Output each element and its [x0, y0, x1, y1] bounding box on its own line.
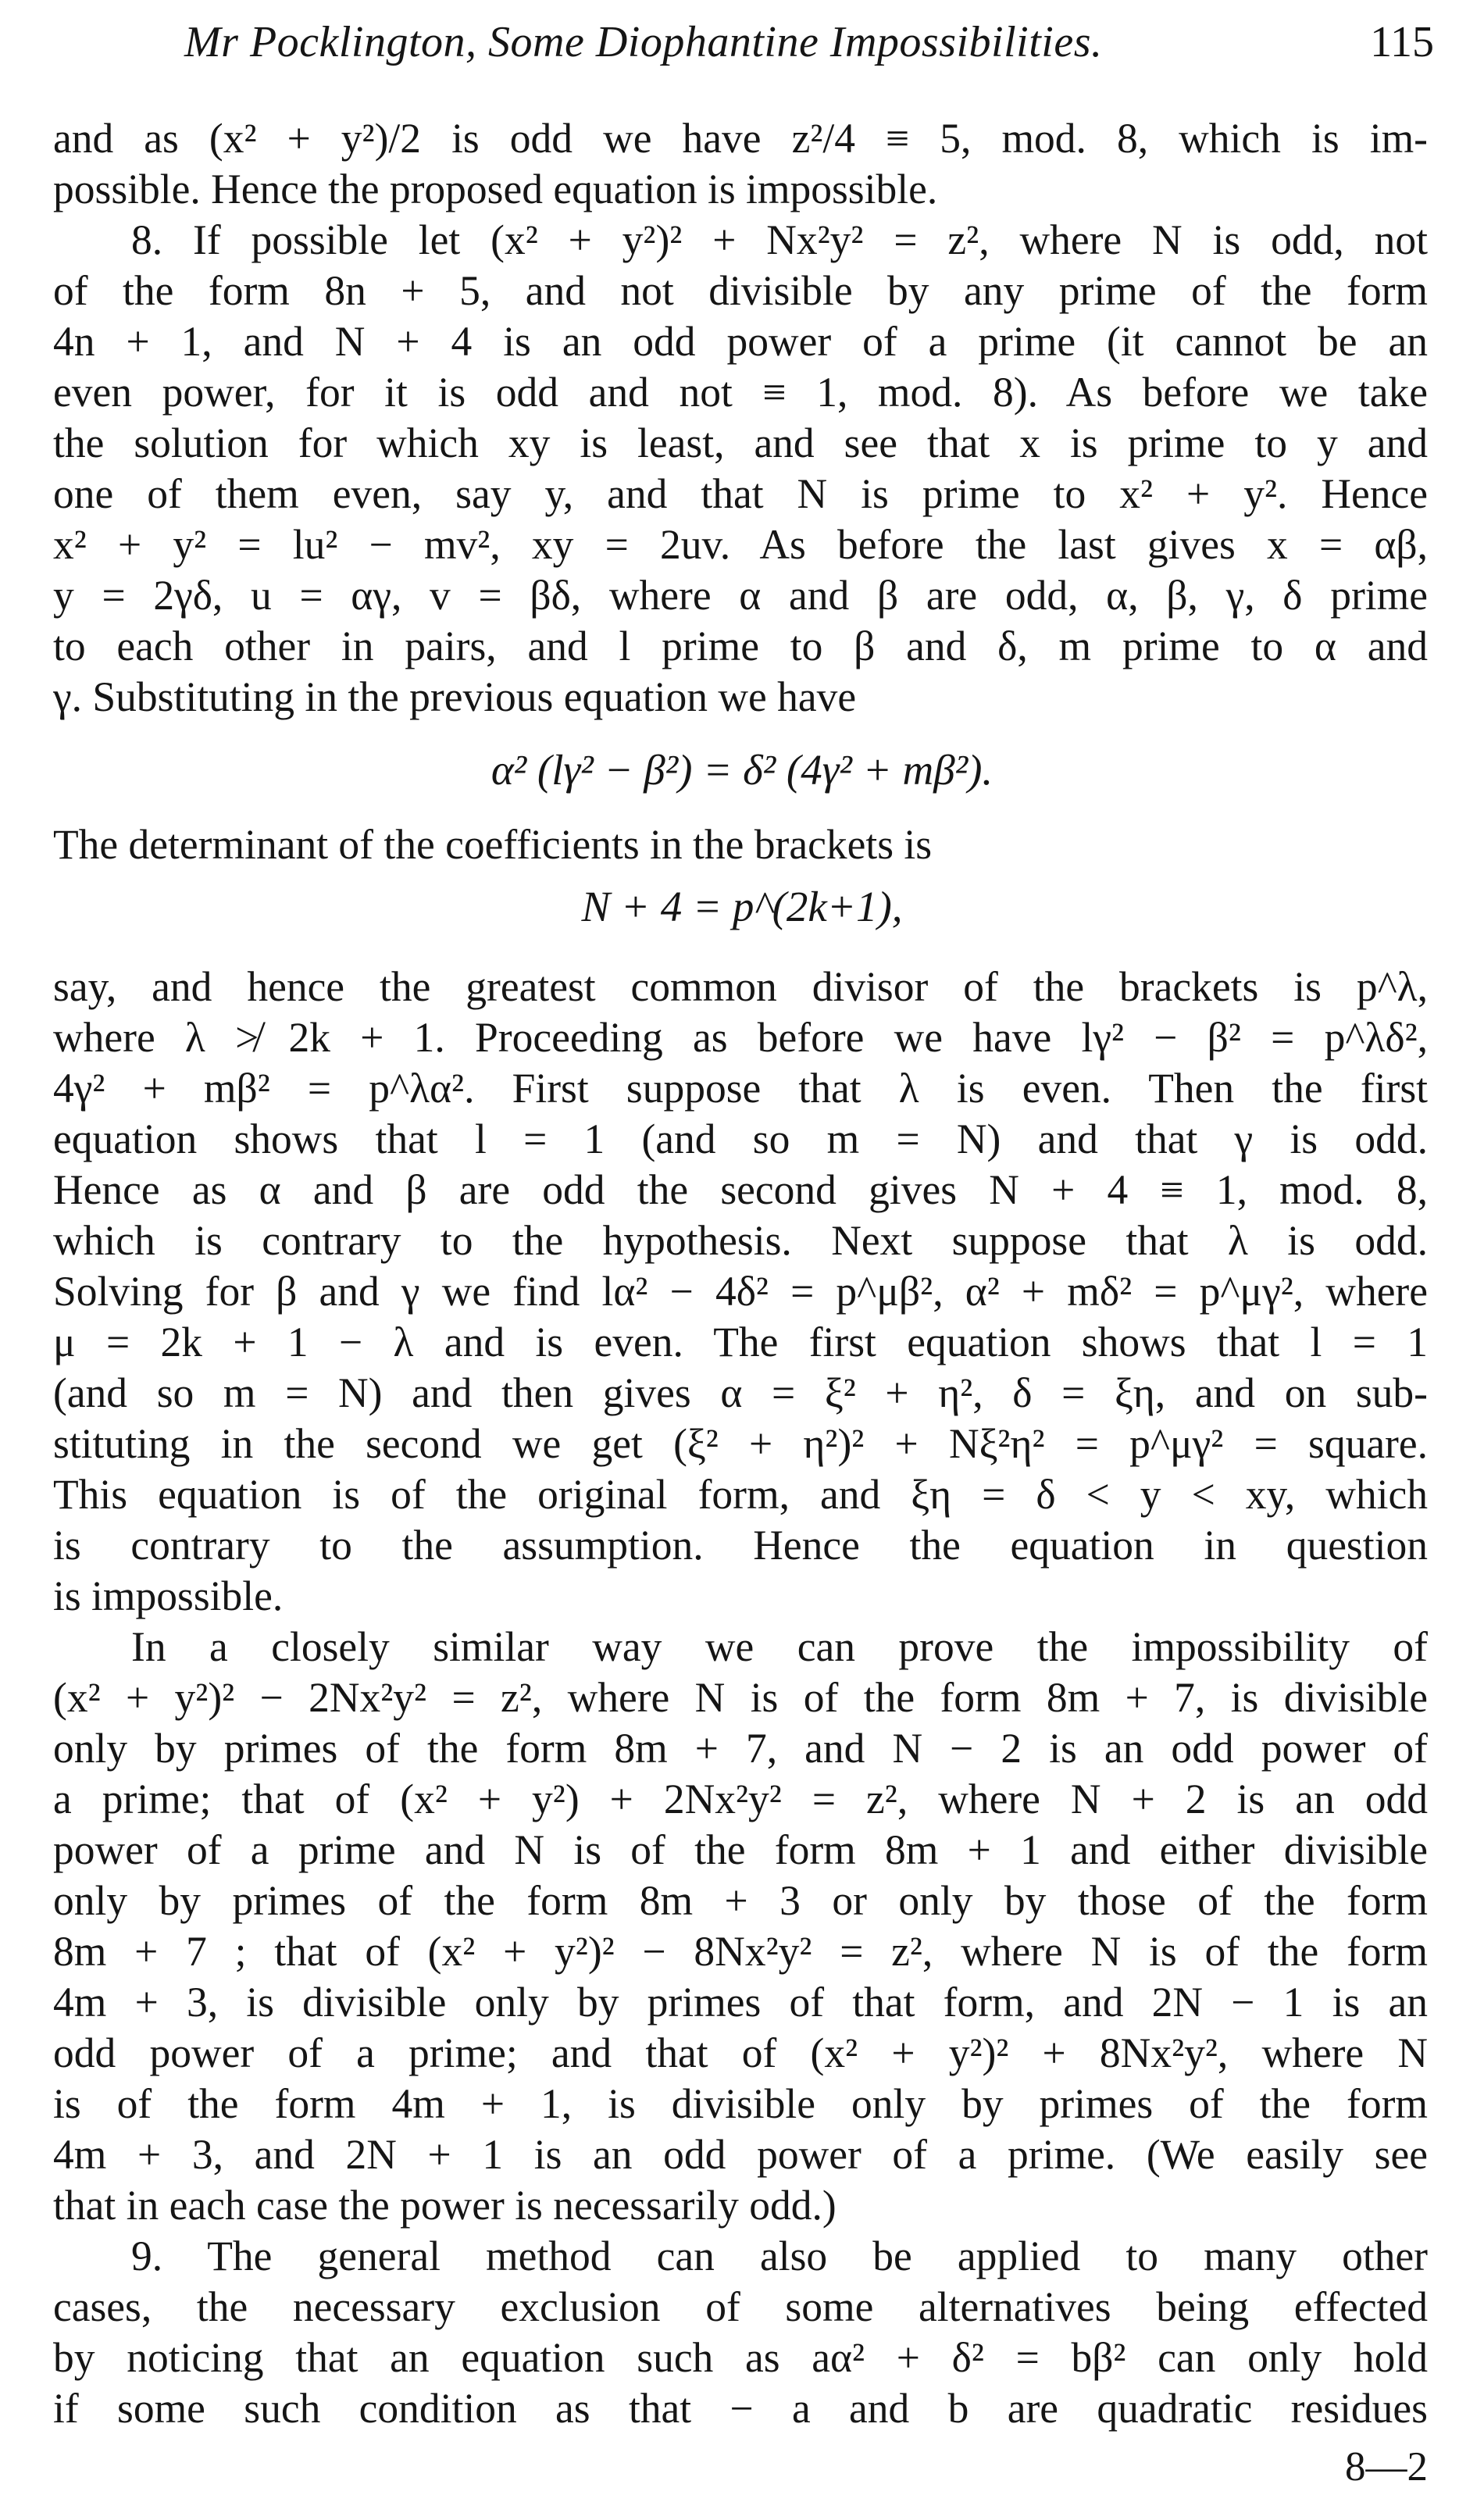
text-line: if some such condition as that − a and b are quadratic residues — [53, 2385, 1428, 2432]
paragraph-9-start: 9. The general method can also be applied to many other — [131, 2233, 1428, 2279]
text-line: to each other in pairs, and l prime to β and δ, m prime to α and — [53, 623, 1428, 669]
text-line: 4m + 3, is divisible only by primes of that form, and 2N − 1 is an — [53, 1979, 1428, 2026]
text-line: μ = 2k + 1 − λ and is even. The first equation shows that l = 1 — [53, 1319, 1428, 1365]
text-line: even power, for it is odd and not ≡ 1, mod. 8). As before we take — [53, 369, 1428, 416]
text-line: 4n + 1, and N + 4 is an odd power of a prime (it cannot be an — [53, 318, 1428, 365]
text-line: one of them even, say y, and that N is prime to x² + y². Hence — [53, 470, 1428, 517]
text-line: (x² + y²)² − 2Nx²y² = z², where N is of the form 8m + 7, is divisible — [53, 1674, 1428, 1721]
text-line: power of a prime and N is of the form 8m + 1 and either divisible — [53, 1826, 1428, 1873]
text-line: Solving for β and γ we find lα² − 4δ² = p^μβ², α² + mδ² = p^μγ², where — [53, 1268, 1428, 1315]
text-line: equation shows that l = 1 (and so m = N) and that γ is odd. — [53, 1115, 1428, 1162]
page-number: 115 — [1370, 18, 1434, 66]
text-line: a prime; that of (x² + y²) + 2Nx²y² = z², where N + 2 is an odd — [53, 1776, 1428, 1822]
display-equation: N + 4 = p^(2k+1), — [581, 883, 903, 930]
text-line: where λ ≯ 2k + 1. Proceeding as before we have lγ² − β² = p^λδ², — [53, 1014, 1428, 1061]
text-line: is impossible. — [53, 1572, 284, 1619]
text-line: which is contrary to the hypothesis. Next suppose that λ is odd. — [53, 1217, 1428, 1264]
text-line: 8m + 7 ; that of (x² + y²)² − 8Nx²y² = z², where N is of the form — [53, 1928, 1428, 1975]
running-title: Mr Pocklington, Some Diophantine Impossibilities. — [184, 18, 1103, 66]
text-line: only by primes of the form 8m + 3 or only by those of the form — [53, 1877, 1428, 1924]
text-line: of the form 8n + 5, and not divisible by any prime of the form — [53, 267, 1428, 314]
text-line: that in each case the power is necessarily odd.) — [53, 2182, 837, 2229]
text-line: γ. Substituting in the previous equation we have — [53, 673, 857, 720]
text-line: This equation is of the original form, and ξη = δ < y < xy, which — [53, 1471, 1428, 1518]
text-line: the solution for which xy is least, and see that x is prime to y and — [53, 419, 1428, 466]
page-header — [0, 17, 1484, 72]
text-line: Hence as α and β are odd the second gives N + 4 ≡ 1, mod. 8, — [53, 1166, 1428, 1213]
text-line: possible. Hence the proposed equation is impossible. — [53, 166, 938, 212]
display-equation: α² (lγ² − β²) = δ² (4γ² + mβ²). — [491, 746, 993, 794]
text-line: odd power of a prime; and that of (x² + y²)² + 8Nx²y², where N — [53, 2029, 1428, 2076]
text-line: only by primes of the form 8m + 7, and N − 2 is an odd power of — [53, 1725, 1428, 1772]
text-line: and as (x² + y²)/2 is odd we have z²/4 ≡ 5, mod. 8, which is im- — [53, 115, 1428, 162]
text-line: stituting in the second we get (ξ² + η²)² + Nξ²η² = p^μγ² = square. — [53, 1420, 1428, 1467]
text-line: is contrary to the assumption. Hence the equation in question — [53, 1522, 1428, 1569]
text-line: y = 2γδ, u = αγ, v = βδ, where α and β are odd, α, β, γ, δ prime — [53, 572, 1428, 619]
text-line: 4m + 3, and 2N + 1 is an odd power of a prime. (We easily see — [53, 2131, 1428, 2178]
text-line: 4γ² + mβ² = p^λα². First suppose that λ is even. Then the first — [53, 1065, 1428, 1112]
text-line: (and so m = N) and then gives α = ξ² + η², δ = ξη, and on sub- — [53, 1369, 1428, 1416]
signature-mark: 8—2 — [1345, 2444, 1428, 2490]
text-line: x² + y² = lu² − mv², xy = 2uv. As before the last gives x = αβ, — [53, 521, 1428, 568]
text-line: say, and hence the greatest common divisor of the brackets is p^λ, — [53, 963, 1428, 1010]
paragraph-start: In a closely similar way we can prove the impossibility of — [131, 1623, 1428, 1670]
text-line: by noticing that an equation such as aα² + δ² = bβ² can only hold — [53, 2334, 1428, 2381]
text-line: cases, the necessary exclusion of some alternatives being effected — [53, 2283, 1428, 2330]
text-line: The determinant of the coefficients in the brackets is — [53, 821, 933, 868]
paragraph-8-start: 8. If possible let (x² + y²)² + Nx²y² = z², where N is odd, not — [131, 216, 1428, 263]
text-line: is of the form 4m + 1, is divisible only by primes of the form — [53, 2080, 1428, 2127]
